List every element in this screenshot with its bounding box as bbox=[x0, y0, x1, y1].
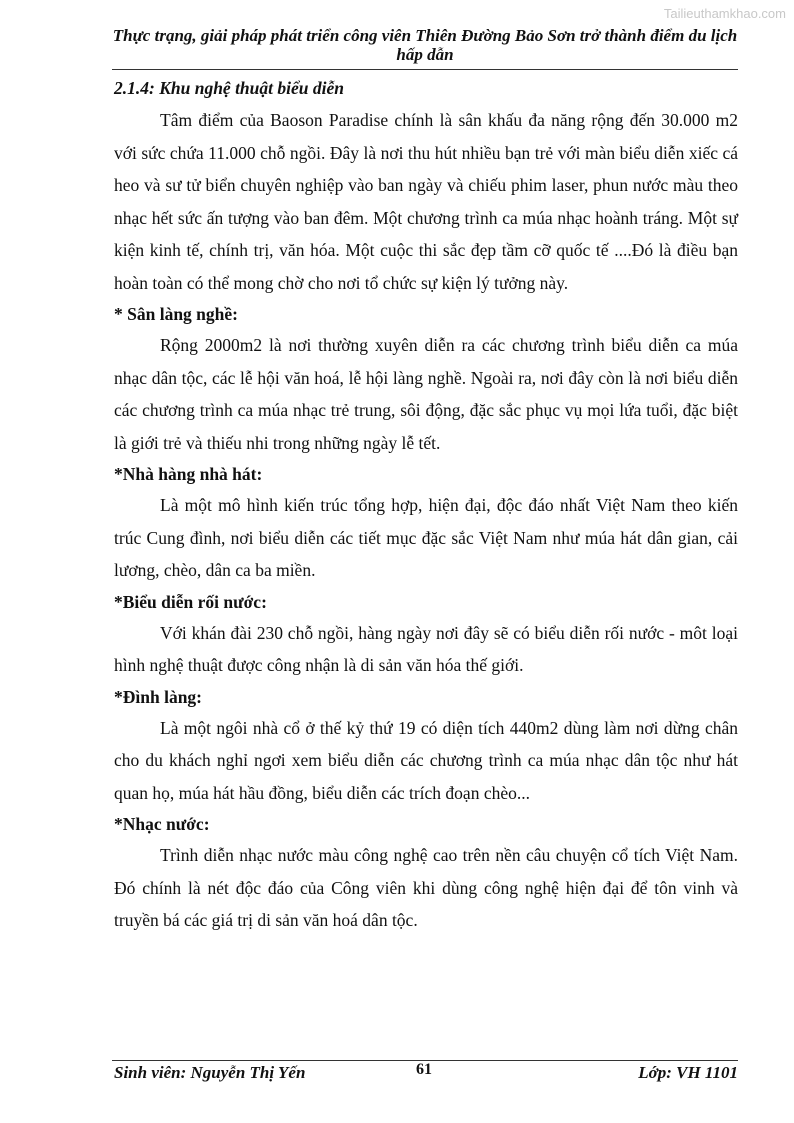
page-footer bbox=[114, 1063, 738, 1085]
footer-class: Lớp: VH 1101 bbox=[638, 1063, 738, 1082]
footer-student: Sinh viên: Nguyễn Thị Yến bbox=[114, 1063, 306, 1082]
document-body bbox=[114, 74, 738, 937]
subsection-heading-san-lang-nghe: * Sân làng nghề: bbox=[114, 304, 238, 324]
page-number: 61 bbox=[416, 1061, 432, 1078]
subsection-paragraph-nhac-nuoc: Trình diễn nhạc nước màu công nghệ cao trên nền câu chuyện cổ tích Việt Nam. Đó chính là nét độc đáo của Công viên khi dùng công nghệ hiện đại để tôn vinh và truyền bá các giá trị di sản văn hoá dân tộc. bbox=[114, 845, 738, 930]
watermark: Tailieuthamkhao.com bbox=[663, 6, 786, 21]
subsection-heading-nha-hang-nha-hat: *Nhà hàng nhà hát: bbox=[114, 464, 263, 484]
page-header: Thực trạng, giải pháp phát triển công viên Thiên Đường Bảo Sơn trở thành điểm du lịch hấp dẫn bbox=[112, 26, 738, 64]
subsection-heading-nhac-nuoc: *Nhạc nước: bbox=[114, 814, 210, 834]
section-heading: 2.1.4: Khu nghệ thuật biểu diễn bbox=[114, 78, 344, 98]
section-intro-paragraph: Tâm điểm của Baoson Paradise chính là sân khấu đa năng rộng đến 30.000 m2 với sức chứa 11.000 chỗ ngồi. Đây là nơi thu hút nhiều bạn trẻ với màn biểu diễn xiếc cá heo và sư tử biển chuyên nghiệp vào ban ngày và chiếu phim laser, phun nước màu theo nhạc hết sức ấn tượng vào ban đêm. Một chương trình ca múa nhạc hoành tráng. Một sự kiện kinh tế, chính trị, văn hóa. Một cuộc thi sắc đẹp tầm cỡ quốc tế ....Đó là điều bạn hoàn toàn có thể mong chờ cho nơi tổ chức sự kiện lý tưởng này. bbox=[114, 110, 738, 293]
subsection-paragraph-nha-hang-nha-hat: Là một mô hình kiến trúc tổng hợp, hiện đại, độc đáo nhất Việt Nam theo kiến trúc Cung đình, nơi biểu diễn các tiết mục đặc sắc Việt Nam như múa hát dân gian, cải lương, chèo, dân ca ba miền. bbox=[114, 495, 738, 580]
subsection-heading-dinh-lang: *Đình làng: bbox=[114, 686, 203, 707]
subsection-paragraph-san-lang-nghe: Rộng 2000m2 là nơi thường xuyên diễn ra các chương trình biểu diễn ca múa nhạc dân tộc, các lễ hội văn hoá, lễ hội làng nghề. Ngoài ra, nơi đây còn là nơi biểu diễn các chương trình ca múa nhạc trẻ trung, sôi động, đặc sắc phục vụ mọi lứa tuổi, đặc biệt là giới trẻ và thiếu nhi trong những ngày lễ tết. bbox=[114, 335, 738, 453]
subsection-paragraph-roi-nuoc: Với khán đài 230 chỗ ngồi, hàng ngày nơi đây sẽ có biểu diễn rối nước - môt loại hình nghệ thuật được công nhận là di sản văn hóa thế giới. bbox=[114, 622, 738, 675]
header-divider bbox=[112, 69, 738, 70]
subsection-paragraph-dinh-lang: Là một ngôi nhà cổ ở thế kỷ thứ 19 có diện tích 440m2 dùng làm nơi dừng chân cho du khách nghỉ ngơi xem biểu diễn các chương trình ca múa nhạc dân tộc như hát quan họ, múa hát hầu đồng, biểu diễn các trích đoạn chèo... bbox=[114, 717, 738, 803]
subsection-heading-roi-nuoc: *Biểu diễn rối nước: bbox=[114, 591, 267, 612]
